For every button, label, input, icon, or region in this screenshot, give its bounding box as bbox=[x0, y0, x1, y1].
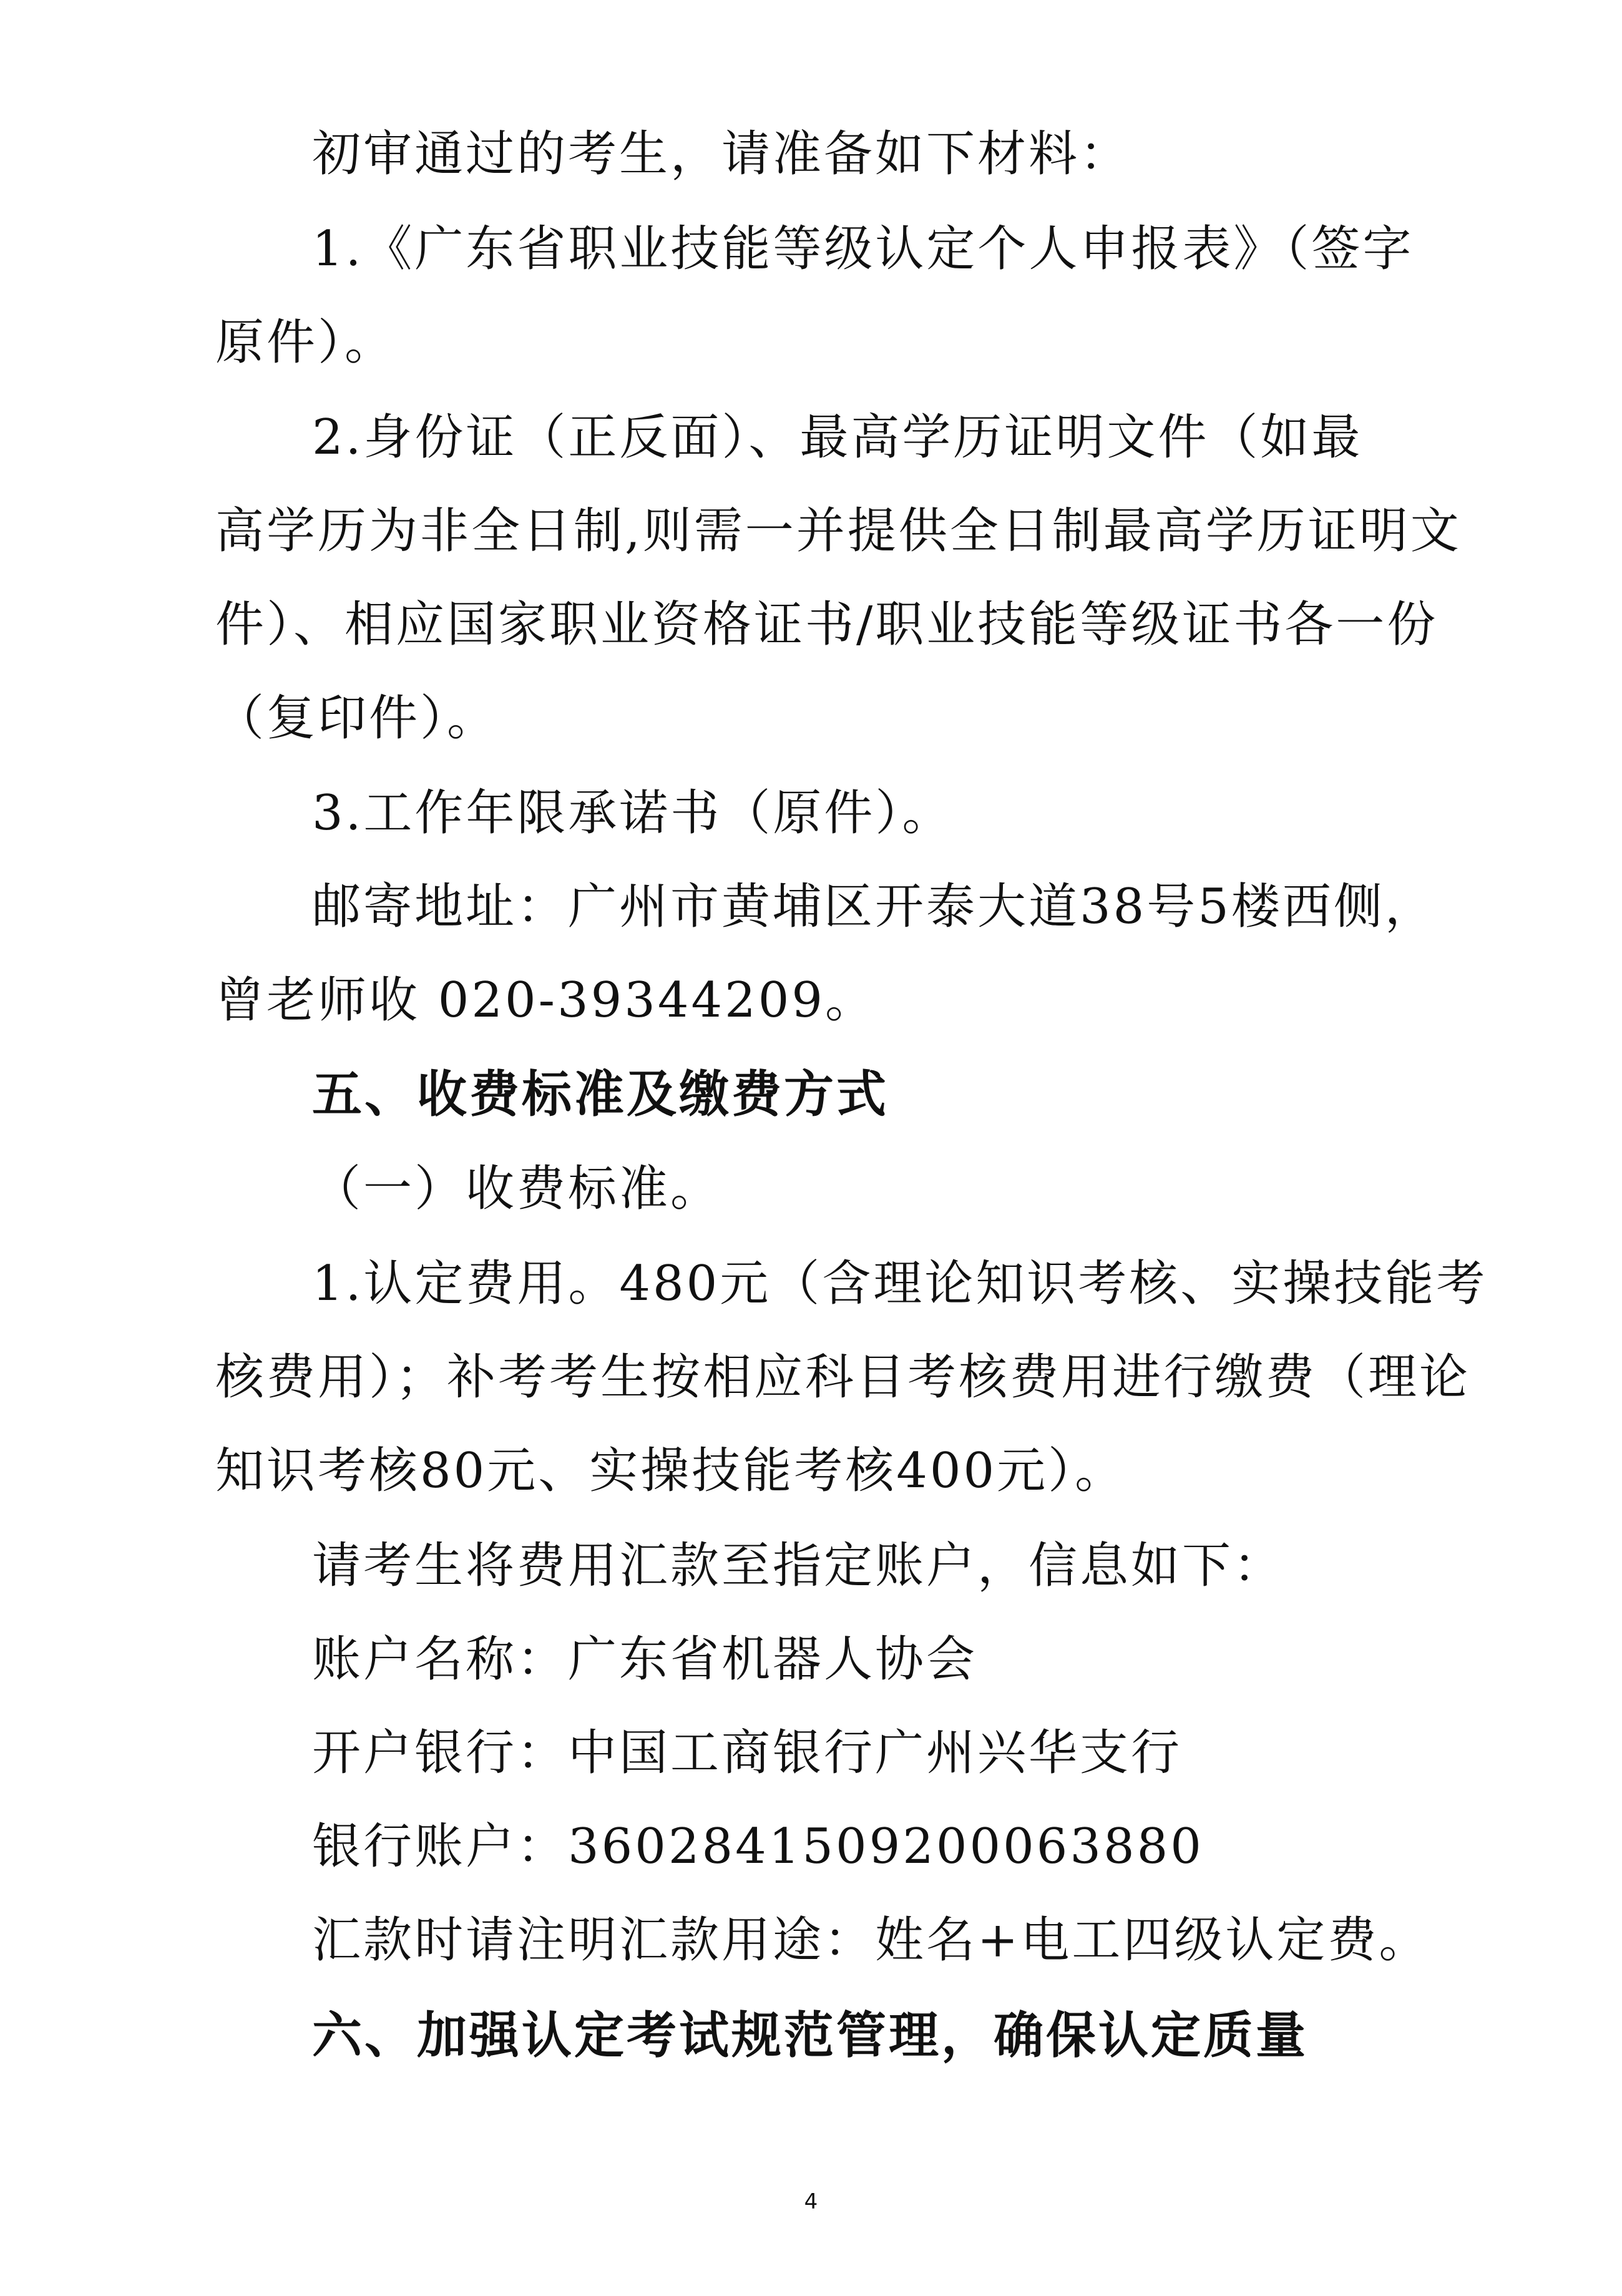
material-item-2-continued: （复印件）。 bbox=[215, 690, 499, 746]
section-5-heading: 五、收费标准及缴费方式 bbox=[312, 1065, 889, 1123]
remittance-intro: 请考生将费用汇款至指定账户，信息如下： bbox=[312, 1538, 1285, 1594]
material-item-2-continued: 高学历为非全日制,则需一并提供全日制最高学历证明文 bbox=[215, 503, 1462, 559]
material-item-2: 2.身份证（正反面）、最高学历证明文件（如最 bbox=[312, 409, 1363, 466]
material-item-2-continued: 件）、相应国家职业资格证书/职业技能等级证书各一份 bbox=[215, 597, 1439, 653]
account-number: 银行账户：3602841509200063880 bbox=[312, 1819, 1204, 1875]
account-name: 账户名称：广东省机器人协会 bbox=[312, 1631, 978, 1688]
material-item-1-continued: 原件）。 bbox=[215, 315, 396, 371]
section-6-heading: 六、加强认定考试规范管理，确保认定质量 bbox=[312, 2006, 1308, 2064]
material-item-3: 3.工作年限承诺书（原件）。 bbox=[312, 785, 954, 841]
fee-paragraph-continued: 核费用）；补考考生按相应科目考核费用进行缴费（理论 bbox=[215, 1349, 1471, 1405]
material-item-1: 1.《广东省职业技能等级认定个人申报表》（签字 bbox=[312, 221, 1414, 277]
intro-paragraph: 初审通过的考生，请准备如下材料： bbox=[312, 126, 1131, 182]
mailing-address: 邮寄地址：广州市黄埔区开泰大道38号5楼西侧， bbox=[312, 879, 1436, 935]
remittance-note: 汇款时请注明汇款用途：姓名+电工四级认定费。 bbox=[312, 1912, 1430, 1968]
mailing-contact: 曾老师收 020-39344209。 bbox=[215, 972, 877, 1028]
fee-paragraph: 1.认定费用。480元（含理论知识考核、实操技能考 bbox=[312, 1256, 1488, 1312]
page-number: 4 bbox=[804, 2189, 818, 2214]
fee-paragraph-continued: 知识考核80元、实操技能考核400元）。 bbox=[215, 1443, 1126, 1499]
bank-name: 开户银行：中国工商银行广州兴华支行 bbox=[312, 1725, 1183, 1781]
subsection-fee-standard: （一）收费标准。 bbox=[312, 1161, 722, 1217]
